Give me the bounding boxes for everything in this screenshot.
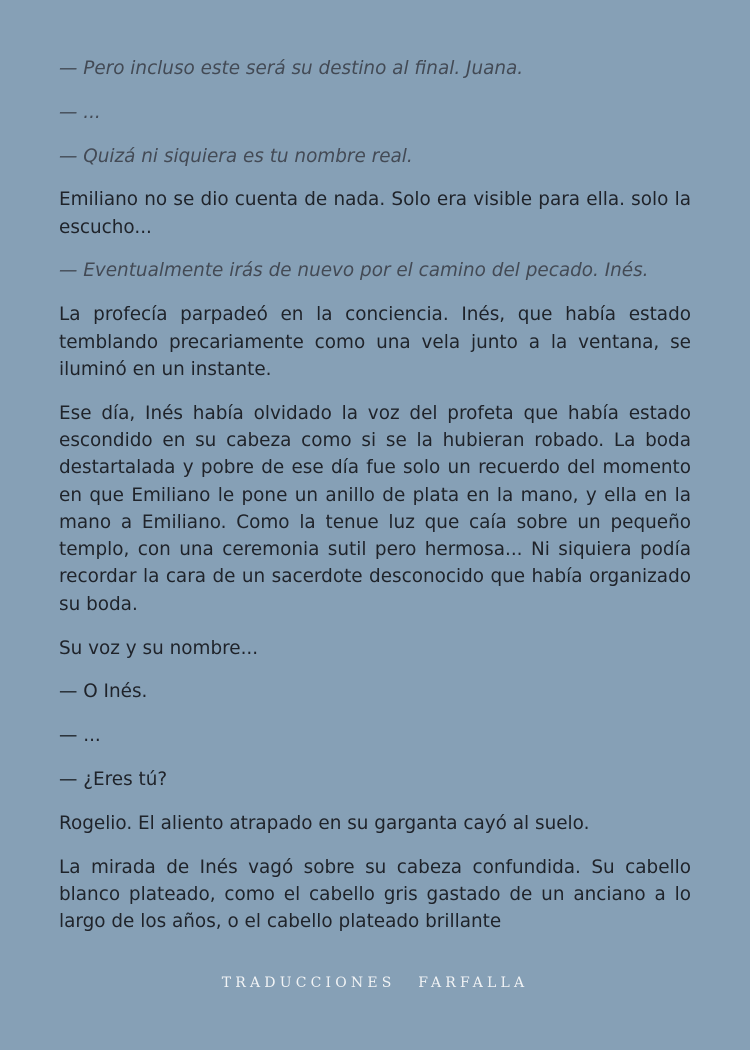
paragraph: — ... [59, 725, 101, 747]
footer-credit: TRADUCCIONES FARFALLA [221, 975, 529, 991]
paragraph: — ... [59, 101, 101, 123]
paragraph: Rogelio. El aliento atrapado en su garganta cayó al suelo. [59, 812, 590, 834]
paragraph: Ese día, Inés había olvidado la voz del profeta que había estado escondido en su cabeza como si se la hubieran robado. La boda destartalada y pobre de ese día fue solo un recuerdo del momento en que Emiliano le pone un anillo de plata en la mano, y ella en la mano a Emiliano. Como la tenue luz que caía sobre un pequeño templo, con una ceremonia sutil pero hermosa... Ni siquiera podía recordar la cara de un sacerdote desconocido que había organizado su boda. [59, 402, 691, 615]
paragraph: — Eventualmente irás de nuevo por el camino del pecado. Inés. [59, 260, 649, 282]
paragraph: — Pero incluso este será su destino al final. Juana. [59, 58, 524, 79]
page-text [59, 55, 691, 952]
paragraph: — O Inés. [59, 681, 148, 703]
paragraph: Su voz y su nombre... [59, 637, 259, 659]
paragraph: La mirada de Inés vagó sobre su cabeza confundida. Su cabello blanco plateado, como el cabello gris gastado de un anciano a lo largo de los años, o el cabello plateado brillante [59, 856, 691, 933]
paragraph: — Quizá ni siquiera es tu nombre real. [59, 145, 413, 167]
paragraph: — ¿Eres tú? [59, 768, 168, 790]
paragraph: La profecía parpadeó en la conciencia. Inés, que había estado temblando precariamente como una vela junto a la ventana, se iluminó en un instante. [59, 304, 691, 380]
paragraph: Emiliano no se dio cuenta de nada. Solo era visible para ella. solo la escucho... [59, 189, 691, 238]
